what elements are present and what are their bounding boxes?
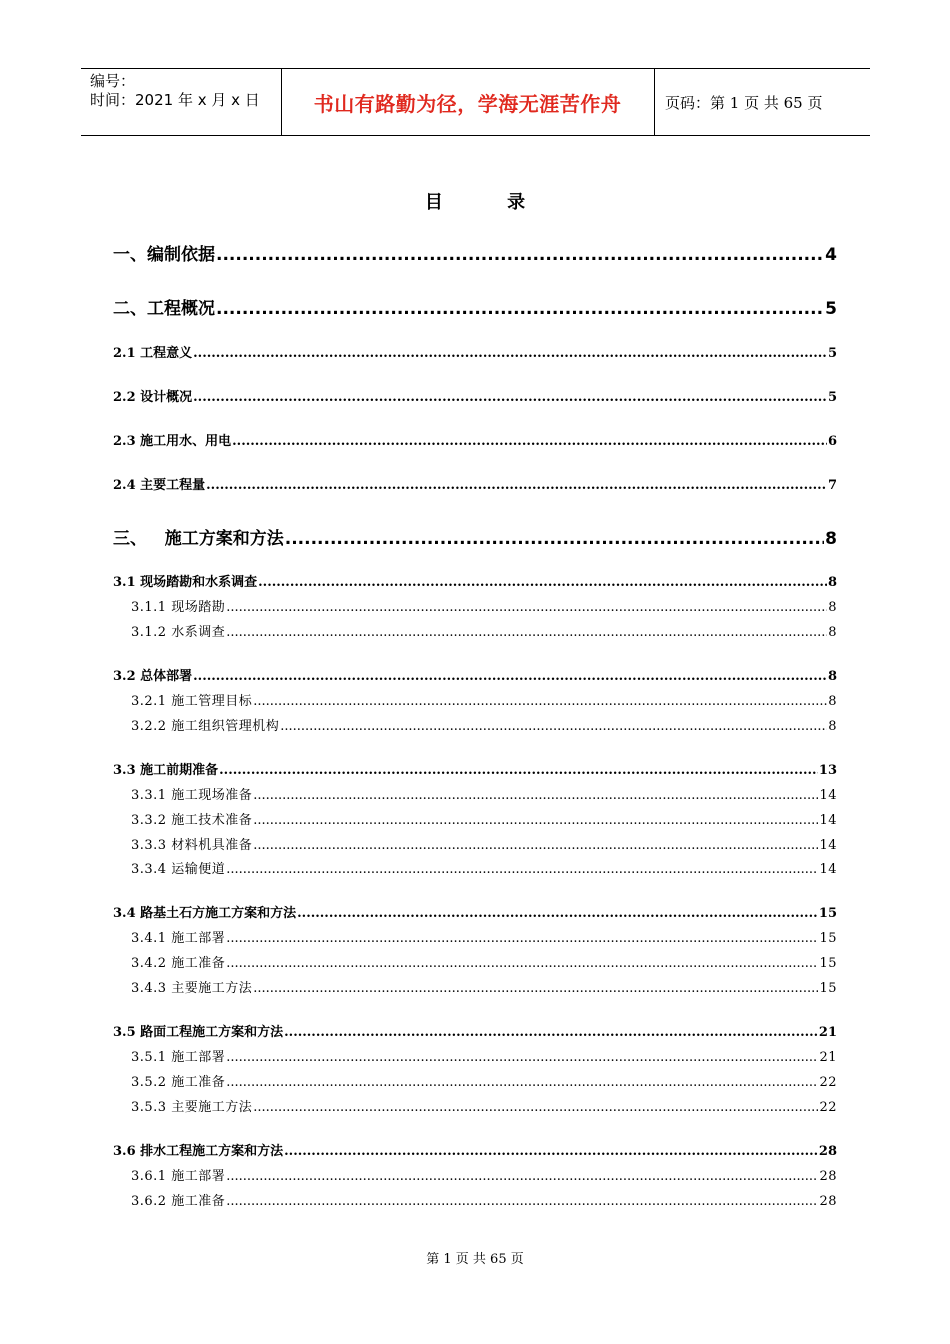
- toc-entry[interactable]: [131, 928, 837, 946]
- toc-leader: [253, 1100, 818, 1115]
- toc-leader: [226, 1075, 818, 1090]
- toc-entry-page: 7: [827, 478, 837, 493]
- toc-entry-label: 2.1 工程意义: [113, 346, 193, 361]
- toc-leader: [280, 719, 827, 734]
- toc-entry-page: 15: [819, 956, 837, 971]
- toc-entry-page: 22: [819, 1075, 837, 1090]
- toc-entry-page: 21: [818, 1025, 837, 1040]
- toc-leader: [219, 763, 818, 778]
- toc-leader: [226, 625, 827, 640]
- toc-entry-label: 3.5.3 主要施工方法: [131, 1100, 253, 1115]
- toc-leader: [253, 788, 818, 803]
- toc-entry[interactable]: [113, 666, 837, 684]
- toc-entry-label: 2.4 主要工程量: [113, 478, 206, 493]
- toc-entry-label: 三、 施工方案和方法: [113, 529, 284, 549]
- toc-entry[interactable]: [113, 903, 837, 921]
- toc-entry-page: 28: [819, 1194, 837, 1209]
- toc-entry[interactable]: [131, 1097, 837, 1115]
- toc-entry[interactable]: [131, 622, 837, 640]
- toc-entry-label: 3.4 路基土石方施工方案和方法: [113, 906, 297, 921]
- toc-entry-page: 21: [819, 1050, 837, 1065]
- toc-leader: [297, 906, 818, 921]
- toc-entry-page: 5: [827, 346, 837, 361]
- time-label: 时间：2021 年 x 月 x 日: [90, 91, 260, 109]
- toc-entry-label: 3.3.2 施工技术准备: [131, 813, 253, 828]
- toc-entry[interactable]: [113, 527, 837, 549]
- toc-leader: [226, 956, 818, 971]
- toc-entry-label: 二、工程概况: [113, 299, 215, 319]
- toc-entry-page: 6: [827, 434, 837, 449]
- toc-entry-label: 3.3.3 材料机具准备: [131, 838, 253, 853]
- toc-entry[interactable]: [131, 978, 837, 996]
- toc-entry-label: 3.3 施工前期准备: [113, 763, 219, 778]
- motto-text: 书山有路勤为径，学海无涯苦作舟: [313, 91, 622, 116]
- toc-entry[interactable]: [131, 597, 837, 615]
- toc-entry-page: 8: [828, 625, 837, 640]
- toc-entry[interactable]: [131, 859, 837, 877]
- page-info: 页码：第 1 页 共 65 页: [665, 93, 823, 112]
- toc-leader: [253, 694, 827, 709]
- toc-entry-page: 4: [825, 245, 837, 265]
- toc-entry-label: 3.5 路面工程施工方案和方法: [113, 1025, 284, 1040]
- toc-entry-label: 3.6.2 施工准备: [131, 1194, 226, 1209]
- toc-entry[interactable]: [113, 297, 837, 319]
- toc-leader: [206, 478, 827, 493]
- toc-entry-page: 14: [819, 838, 837, 853]
- toc-entry[interactable]: [131, 1072, 837, 1090]
- toc-entry[interactable]: [113, 572, 837, 590]
- toc-entry-page: 28: [819, 1169, 837, 1184]
- toc-entry[interactable]: [113, 243, 837, 265]
- toc-entry-label: 3.1.2 水系调查: [131, 625, 226, 640]
- toc-entry-label: 3.6 排水工程施工方案和方法: [113, 1144, 284, 1159]
- toc-entry-label: 3.2.2 施工组织管理机构: [131, 719, 280, 734]
- toc-entry-page: 15: [818, 906, 837, 921]
- toc-entry[interactable]: [131, 716, 837, 734]
- toc-entry-page: 8: [828, 600, 837, 615]
- toc-entry-page: 14: [819, 813, 837, 828]
- toc-entry-label: 3.4.3 主要施工方法: [131, 981, 253, 996]
- page-footer: 第 1 页 共 65 页: [426, 1252, 524, 1267]
- toc-leader: [253, 981, 818, 996]
- toc-entry-label: 3.5.2 施工准备: [131, 1075, 226, 1090]
- toc-entry-label: 3.2.1 施工管理目标: [131, 694, 253, 709]
- toc-entry-label: 一、编制依据: [113, 245, 215, 265]
- toc-entry-label: 3.3.1 施工现场准备: [131, 788, 253, 803]
- toc-entry-page: 22: [819, 1100, 837, 1115]
- toc-leader: [226, 862, 818, 877]
- toc-leader: [285, 529, 824, 549]
- toc-entry-page: 28: [818, 1144, 837, 1159]
- toc-entry-page: 8: [827, 669, 837, 684]
- toc-leader: [216, 299, 824, 319]
- toc-entry[interactable]: [131, 785, 837, 803]
- toc-entry[interactable]: [131, 835, 837, 853]
- toc-entry-label: 3.3.4 运输便道: [131, 862, 226, 877]
- toc-entry-page: 8: [828, 719, 837, 734]
- number-label: 编号：: [90, 72, 136, 90]
- toc-entry[interactable]: [113, 1022, 837, 1040]
- toc-entry-label: 3.4.2 施工准备: [131, 956, 226, 971]
- toc-entry-page: 13: [818, 763, 837, 778]
- toc-entry[interactable]: [131, 691, 837, 709]
- toc-leader: [226, 931, 818, 946]
- toc-entry-label: 2.3 施工用水、用电: [113, 434, 232, 449]
- toc-leader: [193, 669, 827, 684]
- toc-leader: [284, 1144, 818, 1159]
- toc-leader: [253, 838, 818, 853]
- toc-leader: [193, 390, 827, 405]
- toc-title-char-2: 录: [507, 192, 526, 213]
- toc-leader: [284, 1025, 818, 1040]
- toc-entry-page: 5: [825, 299, 837, 319]
- toc-entry[interactable]: [113, 431, 837, 449]
- toc-leader: [226, 600, 827, 615]
- toc-leader: [226, 1194, 818, 1209]
- toc-title-char-1: 目: [424, 192, 443, 213]
- toc-entry-page: 15: [819, 931, 837, 946]
- toc-entry-label: 3.5.1 施工部署: [131, 1050, 226, 1065]
- toc-entry-page: 14: [819, 788, 837, 803]
- toc-entry-page: 8: [825, 529, 837, 549]
- toc-entry[interactable]: [131, 1047, 837, 1065]
- toc-leader: [253, 813, 818, 828]
- toc-entry-label: 3.1 现场踏勘和水系调查: [113, 575, 258, 590]
- toc-entry[interactable]: [113, 343, 837, 361]
- toc-entry[interactable]: [113, 760, 837, 778]
- toc-entry[interactable]: [113, 387, 837, 405]
- toc-entry[interactable]: [131, 1191, 837, 1209]
- toc-entry-label: 3.6.1 施工部署: [131, 1169, 226, 1184]
- toc-entry[interactable]: [131, 953, 837, 971]
- toc-leader: [226, 1169, 818, 1184]
- toc-entry-page: 15: [819, 981, 837, 996]
- toc-entry-page: 8: [828, 694, 837, 709]
- toc-entry[interactable]: [113, 1141, 837, 1159]
- toc-leader: [216, 245, 824, 265]
- toc-entry-label: 2.2 设计概况: [113, 390, 193, 405]
- toc-entry[interactable]: [131, 810, 837, 828]
- toc-entry-page: 14: [819, 862, 837, 877]
- toc-leader: [193, 346, 827, 361]
- toc-entry-label: 3.4.1 施工部署: [131, 931, 226, 946]
- toc-leader: [258, 575, 827, 590]
- toc-leader: [232, 434, 827, 449]
- toc-entry-page: 5: [827, 390, 837, 405]
- toc-leader: [226, 1050, 818, 1065]
- toc-entry-label: 3.2 总体部署: [113, 669, 193, 684]
- toc-entry-page: 8: [827, 575, 837, 590]
- toc-entry-label: 3.1.1 现场踏勘: [131, 600, 226, 615]
- toc-entry[interactable]: [131, 1166, 837, 1184]
- toc-entry[interactable]: [113, 475, 837, 493]
